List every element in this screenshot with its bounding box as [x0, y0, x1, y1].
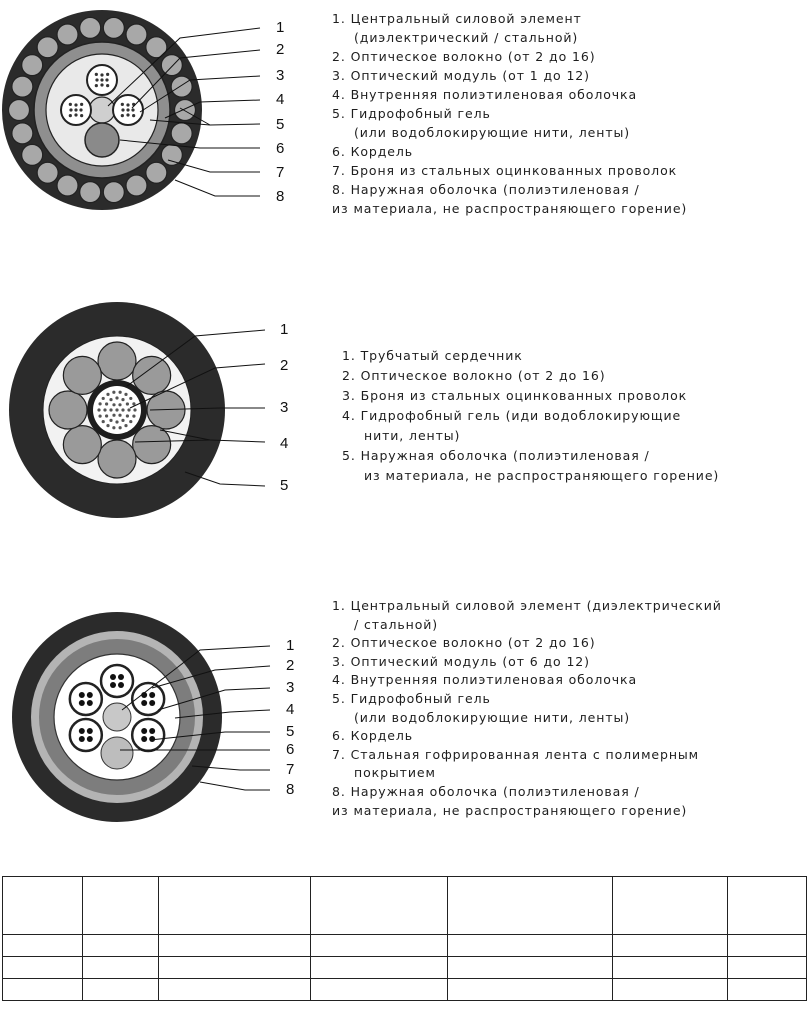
callout-number: 1 — [280, 321, 289, 338]
legend-item: 4. Внутренняя полиэтиленовая оболочка — [332, 87, 638, 102]
optical-module — [70, 683, 102, 715]
legend-item: (или водоблокирующие нити, ленты) — [354, 709, 631, 725]
armor-wire — [49, 391, 87, 429]
legend-item: 8. Наружная оболочка (полиэтиленовая / — [332, 783, 640, 799]
optical-fiber — [74, 108, 77, 111]
table-cell — [159, 957, 311, 979]
optical-fiber — [106, 84, 109, 87]
optical-fiber — [132, 402, 135, 405]
armor-wire — [63, 356, 101, 394]
armor-wire — [80, 182, 101, 203]
optical-fiber — [97, 408, 100, 411]
table-cell — [728, 877, 807, 935]
armor-wire — [57, 24, 78, 45]
armor-wire — [146, 37, 167, 58]
central-strength-member — [89, 97, 115, 123]
table-cell — [83, 979, 159, 1001]
optical-fiber — [98, 415, 101, 418]
table-cell — [613, 877, 728, 935]
optical-fiber — [118, 682, 124, 688]
armor-wire — [98, 440, 136, 478]
optical-fiber — [121, 408, 124, 411]
optical-fiber — [79, 108, 82, 111]
optical-fiber — [126, 113, 129, 116]
table-cell — [448, 935, 613, 957]
callout-number: 1 — [276, 19, 285, 36]
optical-fiber — [118, 403, 121, 406]
table-cell — [728, 935, 807, 957]
optical-fiber — [129, 397, 132, 400]
optical-fiber — [121, 103, 124, 106]
optical-fiber — [115, 420, 118, 423]
optical-fiber — [118, 674, 124, 680]
optical-fiber — [87, 692, 93, 698]
armor-wire — [103, 182, 124, 203]
armor-wire — [171, 76, 192, 97]
callout-number: 3 — [276, 67, 285, 84]
optical-fiber — [141, 736, 147, 742]
optical-fiber — [118, 414, 121, 417]
armor-wire — [80, 17, 101, 38]
optical-fiber — [100, 83, 103, 86]
table-row — [3, 957, 807, 979]
optical-fiber — [127, 408, 130, 411]
table-cell — [83, 957, 159, 979]
optical-fiber — [132, 114, 135, 117]
optical-fiber — [126, 103, 129, 106]
legend-item: 3. Оптический модуль (от 6 до 12) — [332, 653, 590, 669]
legend-item: 4. Внутренняя полиэтиленовая оболочка — [332, 672, 638, 688]
legend-item: нити, ленты) — [364, 428, 461, 443]
armor-wire — [133, 356, 171, 394]
optical-fiber — [115, 408, 118, 411]
legend-item: 4. Гидрофобный гель (иди водоблокирующие — [342, 408, 682, 423]
legend-list — [332, 9, 687, 218]
optical-fiber — [149, 736, 155, 742]
callout-number: 4 — [286, 701, 295, 718]
callout-number: 7 — [276, 164, 285, 181]
cable-figure-3 — [0, 590, 809, 830]
legend-item: 5. Гидрофобный гель — [332, 106, 491, 121]
optical-fiber — [141, 728, 147, 734]
legend-item: 8. Наружная оболочка (полиэтиленовая / — [332, 182, 640, 197]
optical-fiber — [126, 414, 129, 417]
legend-item: 7. Броня из стальных оцинкованных проволок — [332, 163, 678, 178]
callout-number: 5 — [280, 477, 289, 494]
table-row — [3, 979, 807, 1001]
optical-fiber — [69, 114, 72, 117]
armor-wire — [171, 123, 192, 144]
legend-item: 6. Кордель — [332, 728, 414, 744]
optical-fiber — [105, 402, 108, 405]
optical-fiber — [112, 391, 115, 394]
optical-fiber — [95, 73, 98, 76]
armor-wire — [57, 175, 78, 196]
optical-fiber — [141, 700, 147, 706]
legend-item: 6. Кордель — [332, 144, 414, 159]
optical-fiber — [121, 398, 124, 401]
callout-number: 4 — [280, 435, 289, 452]
optical-fiber — [109, 408, 112, 411]
optical-fiber — [109, 398, 112, 401]
armor-wire — [103, 17, 124, 38]
optical-fiber — [124, 424, 127, 427]
central-strength-member — [103, 703, 131, 731]
legend-item: 2. Оптическое волокно (от 2 до 16) — [342, 368, 606, 383]
callout-numbers — [276, 19, 284, 205]
optical-fiber — [131, 108, 134, 111]
table-cell — [159, 877, 311, 935]
legend-item: / стальной) — [354, 616, 439, 632]
table-cell — [3, 979, 83, 1001]
cable-figure-2 — [0, 300, 809, 530]
legend-item: 3. Оптический модуль (от 1 до 12) — [332, 68, 590, 83]
armor-wire — [12, 123, 33, 144]
legend-item: 3. Броня из стальных оцинкованных проволок — [342, 388, 688, 403]
callout-number: 8 — [276, 188, 285, 205]
table-cell — [613, 935, 728, 957]
optical-fiber — [69, 108, 72, 111]
optical-fiber — [87, 700, 93, 706]
optical-fiber — [80, 103, 83, 106]
legend-list — [342, 346, 719, 486]
armor-wire — [37, 37, 58, 58]
optical-fiber — [95, 78, 98, 81]
optical-fiber — [149, 728, 155, 734]
table-cell — [613, 957, 728, 979]
table-cell — [448, 979, 613, 1001]
armor-wire — [22, 144, 43, 165]
optical-fiber — [129, 420, 132, 423]
optical-fiber — [79, 692, 85, 698]
table-cell — [83, 935, 159, 957]
legend-item: покрытием — [354, 765, 436, 781]
armor-wire — [126, 175, 147, 196]
callout-number: 6 — [286, 741, 295, 758]
optical-fiber — [110, 682, 116, 688]
legend-item: 1. Центральный силовой элемент (диэлектрический — [332, 598, 722, 613]
table-cell — [311, 935, 448, 957]
optical-fiber — [102, 420, 105, 423]
callout-number: 5 — [286, 723, 295, 740]
optical-fiber — [74, 113, 77, 116]
optical-fiber — [119, 426, 122, 429]
legend-item: (или водоблокирующие нити, ленты) — [354, 125, 631, 140]
legend-item: из материала, не распространяющего горение) — [364, 468, 720, 483]
optical-fiber — [149, 700, 155, 706]
armor-wire — [37, 162, 58, 183]
legend-item: 5. Наружная оболочка (полиэтиленовая / — [342, 448, 650, 463]
legend-item: 7. Стальная гофрированная лента с полимерным — [332, 746, 699, 762]
cable-figure-1 — [0, 0, 809, 240]
table-cell — [159, 979, 311, 1001]
optical-fiber — [106, 424, 109, 427]
table-row — [3, 935, 807, 957]
legend-list — [332, 597, 722, 820]
table-cell — [3, 877, 83, 935]
optical-fiber — [79, 700, 85, 706]
armor-wire — [63, 426, 101, 464]
optical-fiber — [126, 402, 129, 405]
legend-item: из материала, не распространяющего горение) — [332, 802, 688, 818]
callout-numbers — [280, 321, 288, 494]
callout-number: 3 — [286, 679, 295, 696]
optical-fiber — [126, 108, 129, 111]
optical-fiber — [79, 736, 85, 742]
callout-number: 2 — [286, 657, 295, 674]
armor-wire — [126, 24, 147, 45]
callout-number: 1 — [286, 637, 295, 654]
legend-item: 2. Оптическое волокно (от 2 до 16) — [332, 635, 596, 651]
armor-wire — [161, 55, 182, 76]
optical-fiber — [87, 736, 93, 742]
optical-fiber — [109, 419, 112, 422]
armor-wire — [98, 342, 136, 380]
optical-module — [70, 719, 102, 751]
optical-fiber — [112, 426, 115, 429]
armor-wire — [175, 100, 196, 121]
legend-item: из материала, не распространяющего горение) — [332, 201, 688, 216]
blank-table — [2, 876, 807, 1001]
optical-fiber — [98, 402, 101, 405]
callout-number: 6 — [276, 140, 285, 157]
callout-number: 2 — [276, 41, 285, 58]
table-cell — [159, 935, 311, 957]
table-cell — [448, 877, 613, 935]
optical-fiber — [80, 114, 83, 117]
callout-number: 3 — [280, 399, 289, 416]
table-cell — [728, 957, 807, 979]
legend-item: 2. Оптическое волокно (от 2 до 16) — [332, 49, 596, 64]
cord-filler — [85, 123, 119, 157]
table-cell — [613, 979, 728, 1001]
table-cell — [728, 979, 807, 1001]
optical-fiber — [106, 73, 109, 76]
optical-fiber — [69, 103, 72, 106]
armor-wire — [12, 76, 33, 97]
callout-number: 2 — [280, 357, 289, 374]
optical-fiber — [106, 393, 109, 396]
optical-fiber — [112, 403, 115, 406]
optical-fiber — [121, 114, 124, 117]
optical-fiber — [119, 391, 122, 394]
optical-fiber — [79, 728, 85, 734]
optical-module — [132, 719, 164, 751]
optical-fiber — [132, 415, 135, 418]
optical-fiber — [105, 414, 108, 417]
callout-number: 8 — [286, 781, 295, 798]
optical-fiber — [74, 103, 77, 106]
table-cell — [311, 877, 448, 935]
optical-fiber — [110, 674, 116, 680]
optical-fiber — [100, 73, 103, 76]
table-cell — [3, 957, 83, 979]
optical-fiber — [100, 78, 103, 81]
callout-number: 4 — [276, 91, 285, 108]
armor-wire — [161, 144, 182, 165]
optical-fiber — [149, 692, 155, 698]
table-cell — [3, 935, 83, 957]
optical-fiber — [115, 396, 118, 399]
optical-module — [101, 665, 133, 697]
table-cell — [311, 979, 448, 1001]
cord-filler — [101, 737, 133, 769]
callout-numbers — [286, 637, 294, 798]
optical-fiber — [95, 84, 98, 87]
callout-number: 7 — [286, 761, 295, 778]
armor-wire — [146, 162, 167, 183]
optical-fiber — [112, 414, 115, 417]
legend-item: 1. Центральный силовой элемент — [332, 11, 582, 26]
legend-item: 1. Трубчатый сердечник — [342, 348, 523, 363]
optical-fiber — [102, 397, 105, 400]
optical-fiber — [103, 408, 106, 411]
callout-number: 5 — [276, 116, 285, 133]
table-header-row — [3, 877, 807, 935]
table-cell — [448, 957, 613, 979]
optical-fiber — [124, 393, 127, 396]
optical-fiber — [87, 728, 93, 734]
optical-fiber — [121, 419, 124, 422]
table-cell — [311, 957, 448, 979]
table-cell — [83, 877, 159, 935]
legend-item: 5. Гидрофобный гель — [332, 690, 491, 706]
legend-item: (диэлектрический / стальной) — [354, 30, 579, 45]
optical-fiber — [121, 108, 124, 111]
optical-fiber — [133, 408, 136, 411]
armor-wire — [9, 100, 30, 121]
optical-fiber — [105, 78, 108, 81]
armor-wire — [22, 55, 43, 76]
